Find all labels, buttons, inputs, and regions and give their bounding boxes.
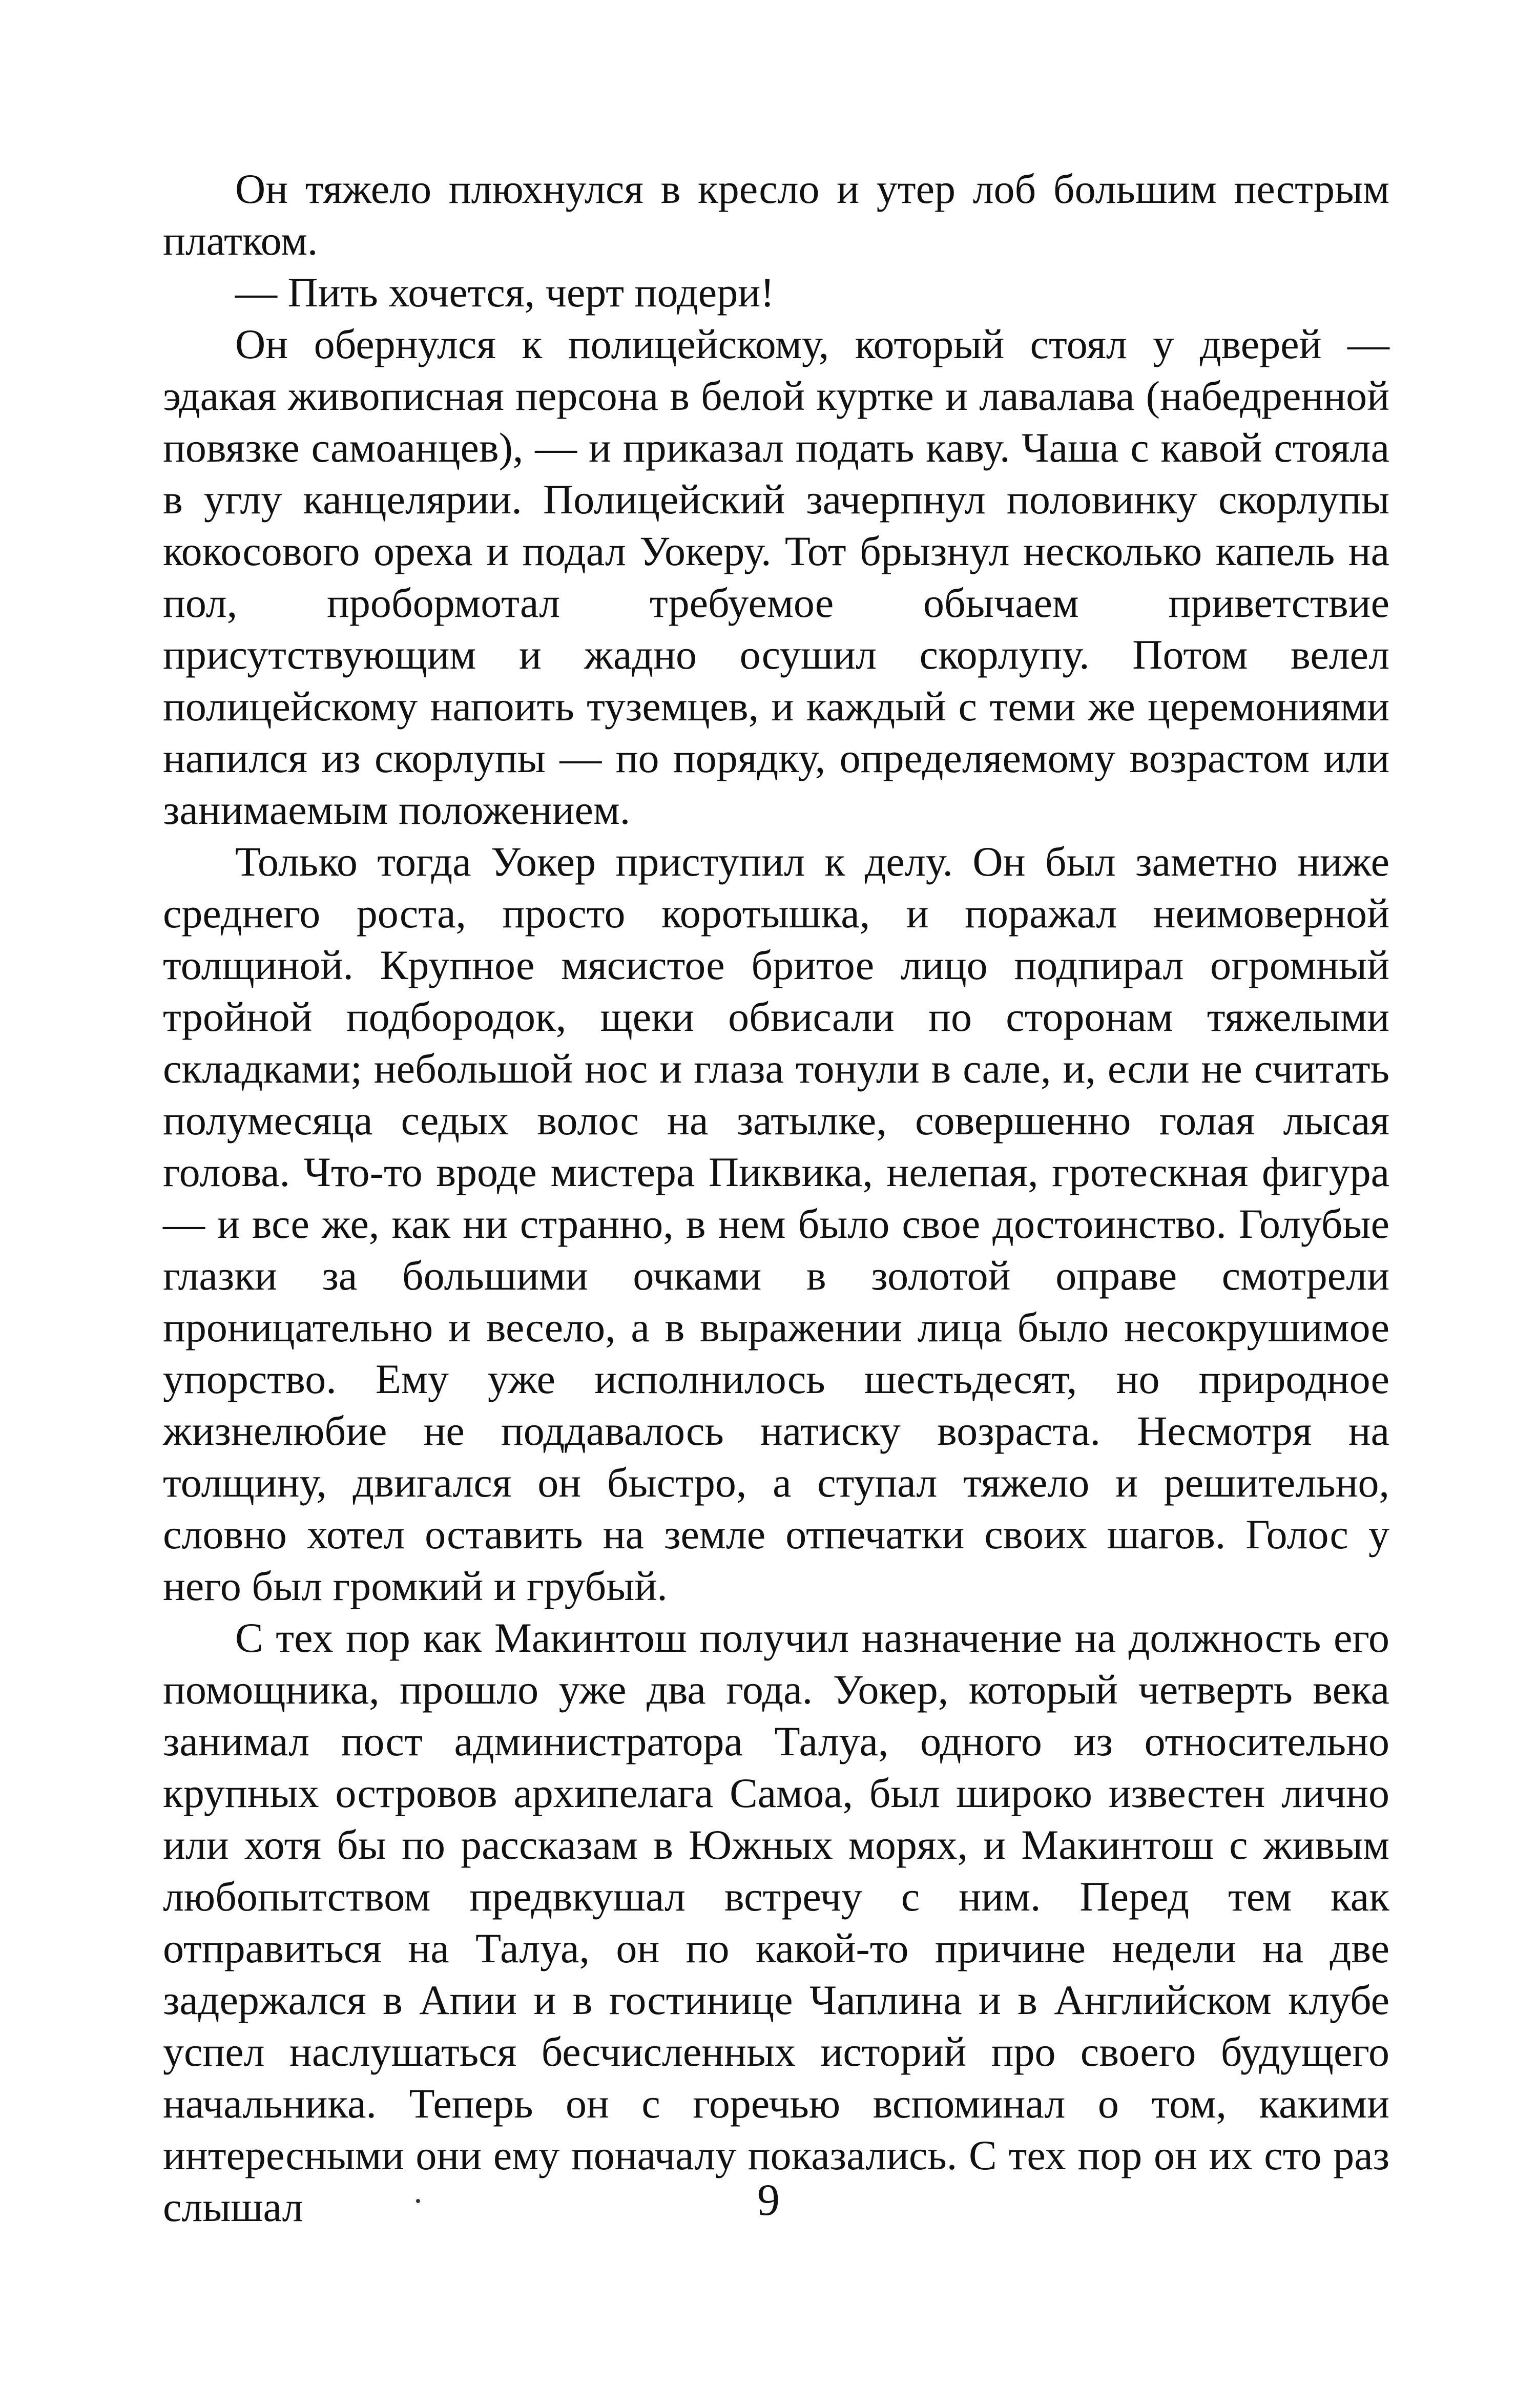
page-number: 9 [757,2175,780,2225]
paragraph: С тех пор как Макинтош получил назначение на должность его помощника, прошло уже два года. Уокер, который четверть века занимал пост администратора Талуа, одного из относительно крупных островов архипелага Самоа, был широко известен лично или хотя бы по рассказам в Южных морях, и Макинтош с живым любопытством предвкушал встречу с ним. Перед тем как отправиться на Талуа, он по какой-то причине недели на две задержался в Апии и в гостинице Чаплина и в Английском клубе успел наслушаться бесчисленных историй про своего будущего начальника. Теперь он с горечью вспоминал о том, какими интересными они ему поначалу показались. С тех пор он их сто раз слышал [163,1614,1389,2230]
paragraph: Только тогда Уокер приступил к делу. Он был заметно ниже среднего роста, просто коротышка, и поражал неимоверной толщиной. Крупное мясистое бритое лицо подпирал огромный тройной подбородок, щеки обвисали по сторонам тяжелыми складками; небольшой нос и глаза тонули в сале, и, если не считать полумесяца седых волос на затылке, совершенно голая лысая голова. Что-то вроде мистера Пиквика, нелепая, гротескная фигура — и все же, как ни странно, в нем было свое достоинство. Голубые глазки за большими очками в золотой оправе смотрели проницательно и весело, а в выражении лица было несокрушимое упорство. Ему уже исполнилось шестьдесят, но природное жизнелюбие не поддавалось натиску возраста. Несмотря на толщину, двигался он быстро, а ступал тяжело и решительно, словно хотел оставить на земле отпечатки своих шагов. Голос у него был громкий и грубый. [163,838,1389,1609]
paragraph: Он тяжело плюхнулся в кресло и утер лоб большим пестрым платком. [163,165,1389,264]
body-text [163,163,1389,2233]
paragraph: Он обернулся к полицейскому, который стоял у дверей — эдакая живописная персона в белой куртке и лавалава (набедренной повязке самоанцев), — и приказал подать каву. Чаша с кавой стояла в углу канцелярии. Полицейский зачерпнул половинку скорлупы кокосового ореха и подал Уокеру. Тот брызнул несколько капель на пол, пробормотал требуемое обычаем приветствие присутствующим и жадно осушил скорлупу. Потом велел полицейскому напоить туземцев, и каждый с теми же церемониями напился из скорлупы — по порядку, определяемому возрастом или занимаемым положением. [163,321,1389,833]
paragraph: — Пить хочется, черт подери! [235,269,775,316]
